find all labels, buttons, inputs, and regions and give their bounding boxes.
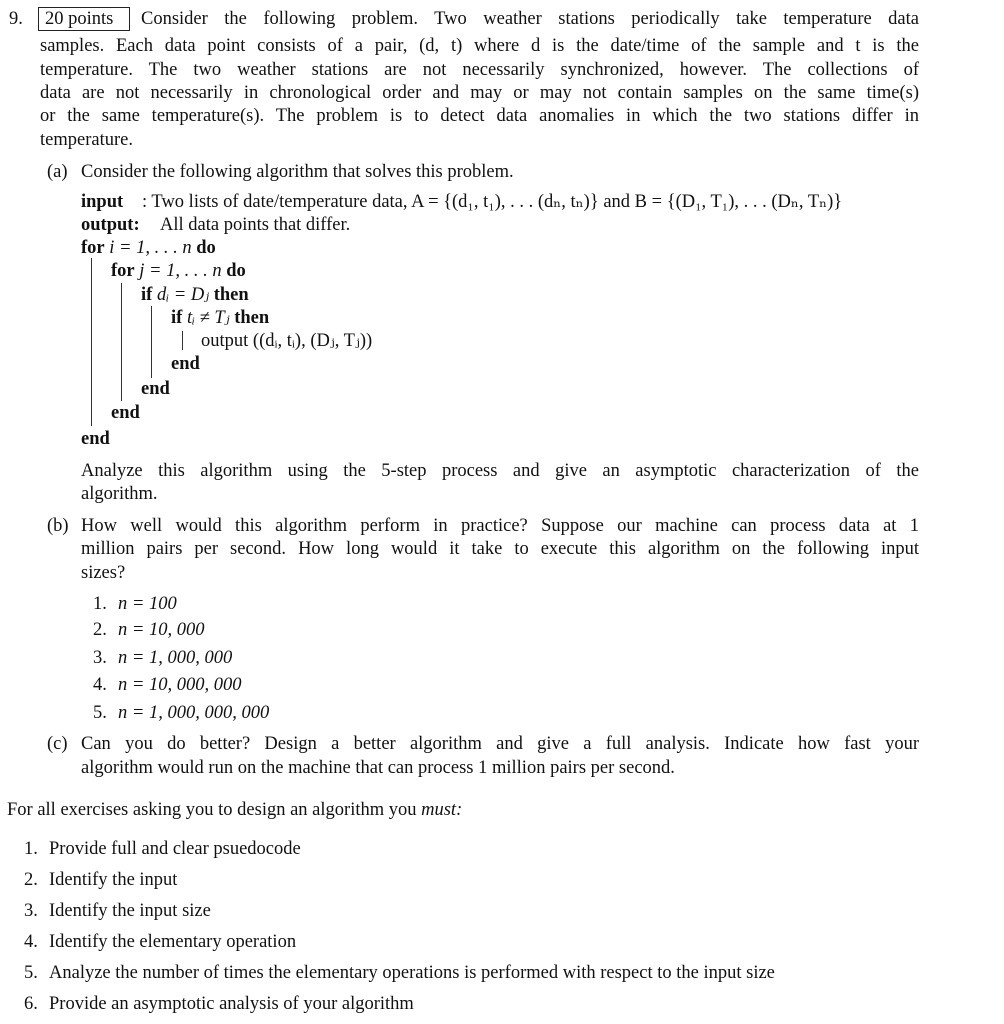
algo-if-temp: if tᵢ ≠ Tⱼ then — [171, 308, 270, 328]
algo-output-keyword: output: — [81, 215, 140, 235]
algo-if-date: if dᵢ = Dⱼ then — [141, 285, 249, 305]
list-number: 6. — [24, 994, 38, 1014]
part-b-text: sizes? — [81, 563, 126, 583]
list-item: Identify the elementary operation — [49, 932, 297, 952]
list-item: n = 10, 000 — [118, 620, 205, 640]
list-number: 3. — [93, 648, 107, 668]
block-line — [91, 258, 92, 426]
algo-input-text: : Two lists of date/temperature data, A = {(d₁, t₁), . . . (dₙ, tₙ)} and B = {(D₁, T₁), . . . (Dₙ, Tₙ)} — [142, 192, 843, 212]
algo-for-j: for j = 1, . . . n do — [111, 261, 246, 281]
algo-end: end — [111, 403, 140, 423]
list-number: 3. — [24, 901, 38, 921]
algo-input-keyword: input — [81, 192, 124, 212]
list-item: n = 100 — [118, 594, 177, 614]
list-number: 1. — [93, 594, 107, 614]
list-item: Provide full and clear psuedocode — [49, 839, 301, 859]
list-item: Identify the input size — [49, 901, 211, 921]
list-number: 5. — [93, 703, 107, 723]
intro-line: or the same temperature(s). The problem is to detect data anomalies in which the two stations differ in — [40, 106, 919, 126]
points-label: 20 points — [45, 9, 114, 29]
problem-number: 9. — [9, 9, 23, 29]
intro-line: samples. Each data point consists of a pair, (d, t) where d is the date/time of the sample and t is the — [40, 36, 919, 56]
list-number: 5. — [24, 963, 38, 983]
part-b-label: (b) — [47, 516, 69, 536]
part-c-text: algorithm would run on the machine that can process 1 million pairs per second. — [81, 758, 675, 778]
part-b-text: How well would this algorithm perform in practice? Suppose our machine can process data at 1 — [81, 516, 919, 536]
intro-line: data are not necessarily in chronological order and may or may not contain samples on the same time(s) — [40, 83, 919, 103]
intro-line: temperature. — [40, 130, 133, 150]
list-number: 2. — [24, 870, 38, 890]
algo-output-text: All data points that differ. — [160, 215, 351, 235]
list-item: n = 10, 000, 000 — [118, 675, 242, 695]
algo-end: end — [141, 379, 170, 399]
list-item: Provide an asymptotic analysis of your algorithm — [49, 994, 414, 1014]
part-a-analyze: algorithm. — [81, 484, 158, 504]
list-number: 4. — [93, 675, 107, 695]
block-line — [182, 331, 183, 350]
footer-intro: For all exercises asking you to design an algorithm you must: — [7, 800, 463, 820]
list-item: Analyze the number of times the elementary operations is performed with respect to the input size — [49, 963, 775, 983]
list-number: 4. — [24, 932, 38, 952]
algo-end: end — [81, 429, 110, 449]
list-number: 1. — [24, 839, 38, 859]
block-line — [151, 306, 152, 378]
part-a-label: (a) — [47, 162, 68, 182]
block-line — [121, 283, 122, 401]
list-item: n = 1, 000, 000, 000 — [118, 703, 270, 723]
part-b-text: million pairs per second. How long would it take to execute this algorithm on the following input — [81, 539, 919, 559]
list-item: n = 1, 000, 000 — [118, 648, 233, 668]
part-a-analyze: Analyze this algorithm using the 5-step process and give an asymptotic characterization of the — [81, 461, 919, 481]
part-a-text: Consider the following algorithm that solves this problem. — [81, 162, 514, 182]
list-item: Identify the input — [49, 870, 178, 890]
intro-line: Consider the following problem. Two weather stations periodically take temperature data — [141, 9, 919, 29]
part-c-text: Can you do better? Design a better algorithm and give a full analysis. Indicate how fast your — [81, 734, 919, 754]
intro-line: temperature. The two weather stations are not necessarily synchronized, however. The collections of — [40, 60, 919, 80]
list-number: 2. — [93, 620, 107, 640]
algo-end: end — [171, 354, 200, 374]
algo-output-stmt: output ((dᵢ, tᵢ), (Dⱼ, Tⱼ)) — [201, 331, 373, 351]
part-c-label: (c) — [47, 734, 68, 754]
algo-for-i: for i = 1, . . . n do — [81, 238, 216, 258]
